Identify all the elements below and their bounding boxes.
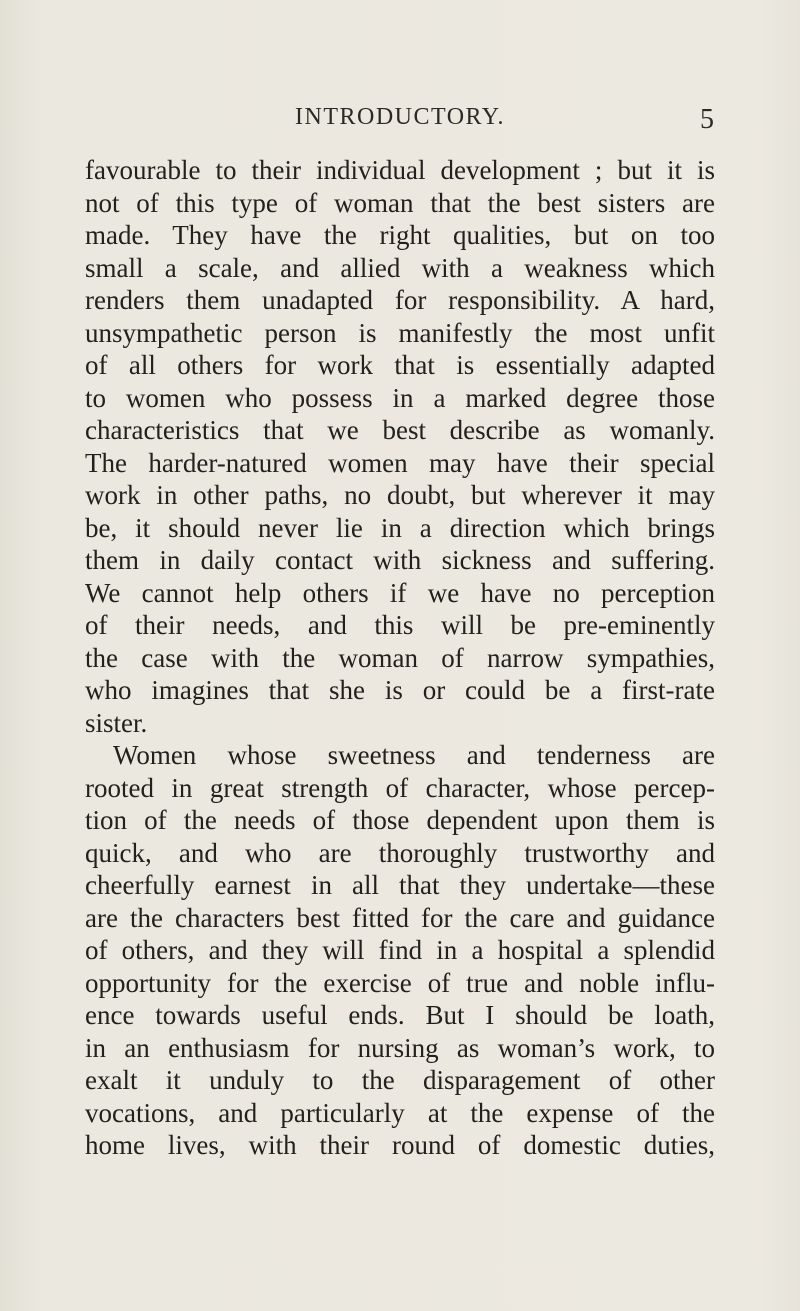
text-line: them in daily contact with sickness and suffering. [85,545,715,575]
text-line: who imagines that she is or could be a first-rate [85,675,715,705]
text-line: to women who possess in a marked degree those [85,382,715,413]
paragraph-end-line: sister. [85,707,148,738]
text-line: rooted in great strength of character, whose percep- [85,772,715,803]
page-number: 5 [700,104,714,135]
text-line: exalt it unduly to the disparagement of other [85,1065,715,1095]
text-line: work in other paths, no doubt, but wherever it may [85,480,715,510]
text-line: favourable to their individual development ; but it is [85,155,715,185]
running-head: INTRODUCTORY. [295,104,505,130]
text-line: ence towards useful ends. But I should be loath, [85,1000,715,1030]
text-line: not of this type of woman that the best sisters are [85,187,715,218]
text-line: quick, and who are thoroughly trustworthy and [85,837,715,868]
text-line: the case with the woman of narrow sympathies, [85,642,715,673]
text-line: renders them unadapted for responsibility. A hard, [85,285,715,315]
text-line: vocations, and particularly at the expense of the [85,1097,715,1128]
text-line: in an enthusiasm for nursing as woman’s work, to [85,1032,715,1063]
text-line: The harder-natured women may have their special [85,447,715,478]
text-line: are the characters best fitted for the care and guidance [85,902,715,933]
text-line: of their needs, and this will be pre-eminently [85,610,715,640]
text-line: cheerfully earnest in all that they undertake—these [85,870,715,900]
text-line: tion of the needs of those dependent upon them is [85,805,715,835]
text-line: of others, and they will find in a hospital a splendid [85,935,715,965]
text-line: small a scale, and allied with a weakness which [85,252,715,283]
text-line: made. They have the right qualities, but on too [85,220,715,250]
text-line: home lives, with their round of domestic duties, [85,1130,715,1160]
text-line: We cannot help others if we have no perception [85,577,715,608]
paragraph-start-line: Women whose sweetness and tenderness are [113,740,715,770]
page-header [0,104,800,144]
text-line: of all others for work that is essentially adapted [85,350,715,380]
text-line: characteristics that we best describe as womanly. [85,415,715,445]
text-line: opportunity for the exercise of true and noble influ- [85,967,715,998]
text-line: unsympathetic person is manifestly the most unfit [85,317,715,348]
text-line: be, it should never lie in a direction which brings [85,512,715,543]
body-text [85,154,715,1162]
